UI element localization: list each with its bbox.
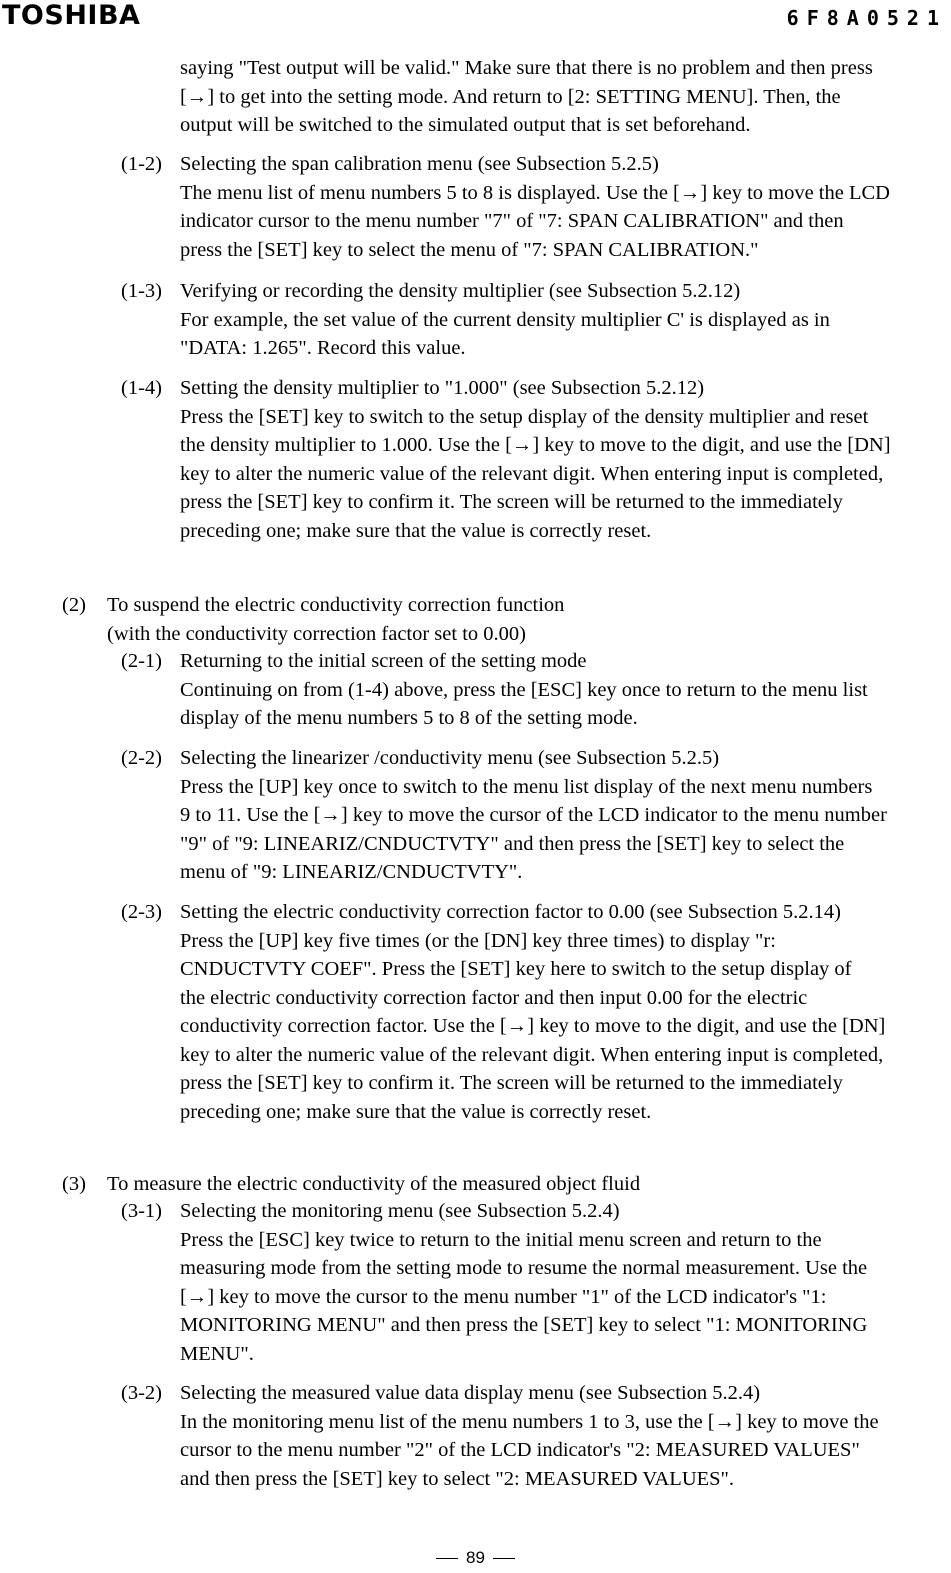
text-line: The menu list of menu numbers 5 to 8 is displayed. Use the [→] key to move the LCD xyxy=(180,181,890,204)
step-3-2-text xyxy=(180,1379,948,1493)
text-line: preceding one; make sure that the value is correctly reset. xyxy=(180,519,652,542)
text-line: CNDUCTVTY COEF". Press the [SET] key here to switch to the setup display of xyxy=(180,958,852,980)
text-line: menu of "9: LINEARIZ/CNDUCTVTY". xyxy=(180,861,523,883)
step-label: (2-3) xyxy=(121,901,162,923)
section-label: (2) xyxy=(62,594,86,616)
text-line: MONITORING MENU" and then press the [SET] key to select "1: MONITORING xyxy=(180,1314,868,1336)
toshiba-logo: TOSHIBA xyxy=(2,0,141,31)
text-line: preceding one; make sure that the value is correctly reset. xyxy=(180,1100,652,1123)
text-line: conductivity correction factor. Use the [→] key to move to the digit, and use the [DN] xyxy=(180,1015,886,1037)
text-line: In the monitoring menu list of the menu numbers 1 to 3, use the [→] key to move the xyxy=(180,1410,879,1433)
page-number: 89 xyxy=(466,1548,485,1567)
text-line: saying "Test output will be valid." Make sure that there is no problem and then press xyxy=(180,57,873,79)
step-1-2-text xyxy=(180,150,948,264)
intro-paragraph xyxy=(180,54,948,140)
section-3-title xyxy=(107,1170,640,1199)
page-footer xyxy=(0,1548,951,1568)
step-heading: Selecting the measured value data display menu (see Subsection 5.2.4) xyxy=(180,1382,761,1404)
text-line: the density multiplier to 1.000. Use the [→] key to move to the digit, and use the [DN] xyxy=(180,434,891,456)
step-heading: Setting the density multiplier to "1.000" (see Subsection 5.2.12) xyxy=(180,377,705,399)
text-line: key to alter the numeric value of the relevant digit. When entering input is completed, xyxy=(180,462,884,485)
step-label: (3-2) xyxy=(121,1382,162,1404)
step-label: (2-1) xyxy=(121,650,162,672)
text-line: output will be switched to the simulated output that is set beforehand. xyxy=(180,114,751,136)
text-line: Press the [UP] key once to switch to the menu list display of the next menu numbers xyxy=(180,775,873,798)
footer-dash-left xyxy=(436,1558,458,1559)
text-line: press the [SET] key to select the menu of "7: SPAN CALIBRATION." xyxy=(180,238,759,261)
text-line: Press the [SET] key to switch to the setup display of the density multiplier and reset xyxy=(180,405,869,428)
step-label: (1-3) xyxy=(121,280,162,302)
text-line: Press the [ESC] key twice to return to the initial menu screen and return to the xyxy=(180,1228,822,1251)
text-line: press the [SET] key to confirm it. The screen will be returned to the immediately xyxy=(180,491,843,513)
step-3-1-text xyxy=(180,1197,948,1368)
text-line: "DATA: 1.265". Record this value. xyxy=(180,337,466,359)
text-line: 9 to 11. Use the [→] key to move the cursor of the LCD indicator to the menu number xyxy=(180,804,887,826)
step-heading: Selecting the linearizer /conductivity menu (see Subsection 5.2.5) xyxy=(180,747,720,769)
text-line: measuring mode from the setting mode to resume the normal measurement. Use the xyxy=(180,1257,868,1279)
section-title-line: To suspend the electric conductivity correction function xyxy=(107,594,565,616)
section-title-line: (with the conductivity correction factor set to 0.00) xyxy=(107,622,526,645)
step-label: (3-1) xyxy=(121,1200,162,1222)
text-line: [→] to get into the setting mode. And return to [2: SETTING MENU]. Then, the xyxy=(180,85,841,108)
step-2-1-text xyxy=(180,647,948,733)
section-2-title xyxy=(107,591,564,648)
step-heading: Returning to the initial screen of the setting mode xyxy=(180,650,587,672)
text-line: "9" of "9: LINEARIZ/CNDUCTVTY" and then press the [SET] key to select the xyxy=(180,832,845,855)
step-label: (1-4) xyxy=(121,377,162,399)
text-line: indicator cursor to the menu number "7" of "7: SPAN CALIBRATION" and then xyxy=(180,210,844,232)
text-line: cursor to the menu number "2" of the LCD indicator's "2: MEASURED VALUES" xyxy=(180,1439,860,1461)
text-line: the electric conductivity correction factor and then input 0.00 for the electric xyxy=(180,986,808,1009)
step-heading: Selecting the monitoring menu (see Subsection 5.2.4) xyxy=(180,1200,620,1222)
footer-dash-right xyxy=(493,1558,515,1559)
text-line: MENU". xyxy=(180,1342,254,1365)
text-line: [→] key to move the cursor to the menu number "1" of the LCD indicator's "1: xyxy=(180,1285,827,1308)
step-1-3-text xyxy=(180,277,948,363)
step-heading: Verifying or recording the density multiplier (see Subsection 5.2.12) xyxy=(180,280,741,302)
document-number: 6F8A0521 xyxy=(786,6,947,30)
text-line: key to alter the numeric value of the relevant digit. When entering input is completed, xyxy=(180,1043,884,1066)
step-2-3-text xyxy=(180,898,948,1126)
text-line: Press the [UP] key five times (or the [DN] key three times) to display "r: xyxy=(180,929,776,952)
text-line: display of the menu numbers 5 to 8 of the setting mode. xyxy=(180,707,638,729)
step-label: (2-2) xyxy=(121,747,162,769)
step-heading: Selecting the span calibration menu (see Subsection 5.2.5) xyxy=(180,153,659,175)
step-label: (1-2) xyxy=(121,153,162,175)
text-line: press the [SET] key to confirm it. The screen will be returned to the immediately xyxy=(180,1072,843,1094)
step-heading: Setting the electric conductivity correction factor to 0.00 (see Subsection 5.2.14) xyxy=(180,901,841,923)
step-2-2-text xyxy=(180,744,948,887)
text-line: Continuing on from (1-4) above, press the [ESC] key once to return to the menu list xyxy=(180,678,868,701)
step-1-4-text xyxy=(180,374,948,545)
section-label: (3) xyxy=(62,1173,86,1195)
section-title-line: To measure the electric conductivity of the measured object fluid xyxy=(107,1173,641,1195)
text-line: and then press the [SET] key to select "2: MEASURED VALUES". xyxy=(180,1467,735,1490)
text-line: For example, the set value of the current density multiplier C' is displayed as in xyxy=(180,308,830,331)
